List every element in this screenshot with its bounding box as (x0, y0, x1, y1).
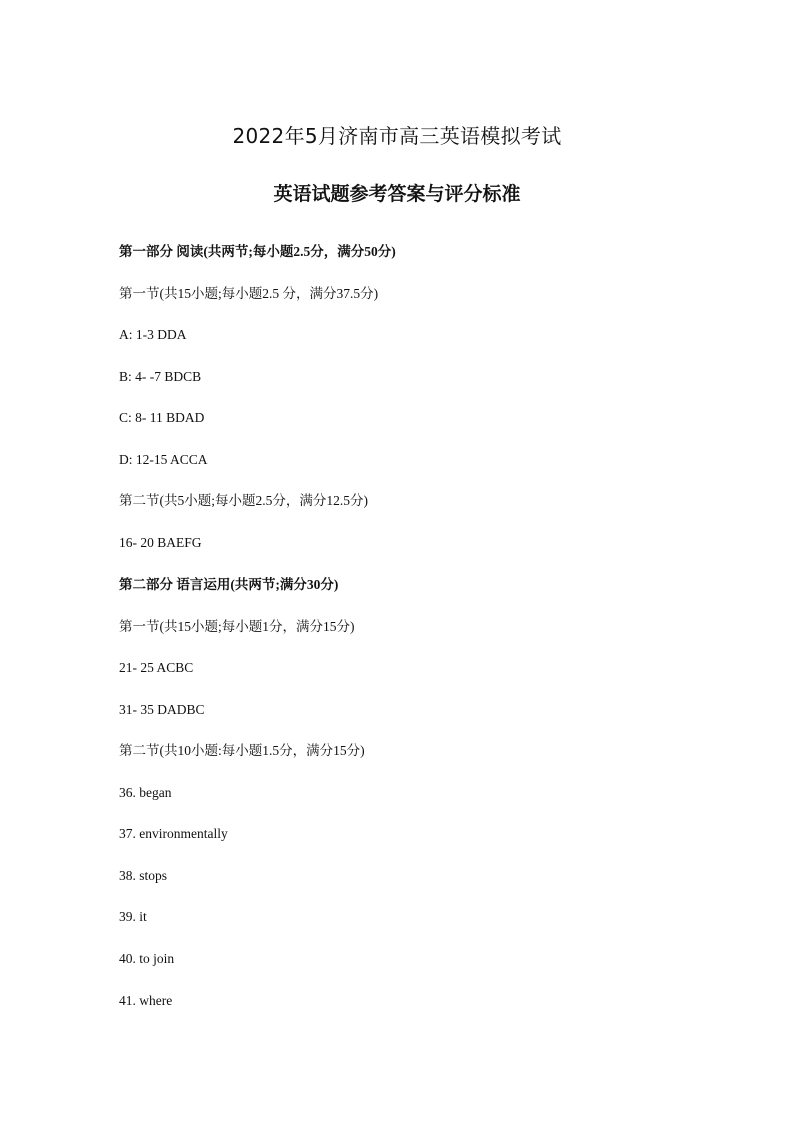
answer-line: 41. where (119, 993, 173, 1008)
section-heading-language-use: 第二部分 语言运用(共两节;满分30分) (119, 577, 339, 592)
answer-line: 31- 35 DADBC (119, 702, 205, 717)
page-subtitle: 英语试题参考答案与评分标准 (273, 183, 521, 205)
subsection-heading: 第一节(共15小题;每小题2.5 分，满分37.5分) (119, 286, 379, 301)
answer-line: 16- 20 BAEFG (119, 535, 202, 550)
answer-line: 21- 25 ACBC (119, 660, 194, 675)
subsection-heading: 第一节(共15小题;每小题1分，满分15分) (119, 619, 355, 634)
answer-line: 36. began (119, 785, 172, 800)
answer-line: 39. it (119, 909, 147, 924)
subsection-heading: 第二节(共5小题;每小题2.5分，满分12.5分) (119, 493, 368, 508)
answer-line: 38. stops (119, 868, 168, 883)
answer-line: D: 12-15 ACCA (119, 452, 208, 467)
page-title: 2022年5月济南市高三英语模拟考试 (232, 124, 562, 148)
answer-line: 40. to join (119, 951, 175, 966)
answer-line: A: 1-3 DDA (119, 327, 187, 342)
answer-line: 37. environmentally (119, 826, 228, 841)
subsection-heading: 第二节(共10小题:每小题1.5分，满分15分) (119, 743, 365, 758)
answer-line: C: 8- 11 BDAD (119, 410, 205, 425)
section-heading-reading: 第一部分 阅读(共两节;每小题2.5分，满分50分) (119, 244, 396, 259)
answer-line: B: 4- -7 BDCB (119, 369, 202, 384)
